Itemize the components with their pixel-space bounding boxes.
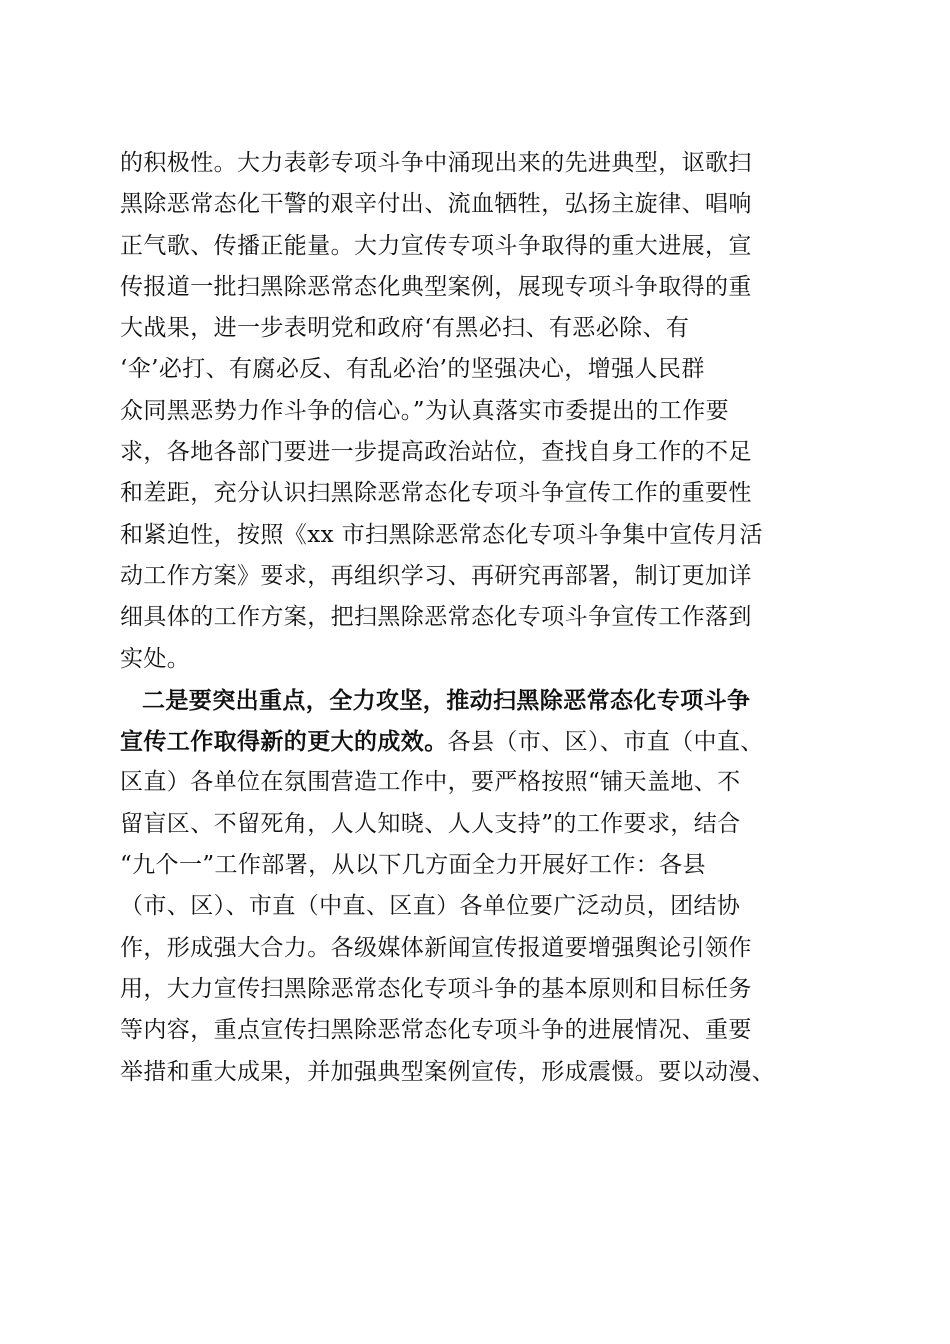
paragraph-1: [120, 143, 835, 680]
text-line: ‘伞’必打、有腐必反、有乱必治’的坚强决心，增强人民群: [120, 356, 705, 383]
text-line: 动工作方案》要求，再组织学习、再研究再部署，制订更加详: [120, 562, 752, 589]
text-line: 和差距，充分认识扫黑除恶常态化专项斗争宣传工作的重要性: [120, 480, 752, 507]
text-line: （市、区）、市直（中直、区直）各单位要广泛动员，团结协: [120, 893, 741, 920]
text-line: 传报道一批扫黑除恶常态化典型案例，展现专项斗争取得的重: [120, 273, 752, 300]
text-line: 用，大力宣传扫黑除恶常态化专项斗争的基本原则和目标任务: [120, 975, 752, 1002]
text-line: 举措和重大成果，并加强典型案例宣传，形成震慑。要以动漫、: [120, 1058, 776, 1085]
text-line: 实处。: [120, 645, 191, 672]
text-line: 作，形成强大合力。各级媒体新闻宣传报道要增强舆论引领作: [120, 934, 752, 961]
text-line: [120, 721, 835, 762]
text-line: 的积极性。大力表彰专项斗争中涌现出来的先进典型，讴歌扫: [120, 150, 752, 176]
text-line: 黑除恶常态化干警的艰辛付出、流血牺牲，弘扬主旋律、唱响: [120, 191, 752, 218]
text-line: 求，各地各部门要进一步提高政治站位，查找自身工作的不足: [120, 439, 752, 466]
text-line: “九个一”工作部署，从以下几方面全力开展好工作：各县: [120, 852, 706, 879]
text-line: 大战果，进一步表明党和政府‘有黑必扫、有恶必除、有: [120, 315, 690, 342]
paragraph-heading: 二是要突出重点，全力攻坚，推动扫黑除恶常态化专项斗争: [142, 686, 751, 714]
text-line-rest: 各县（市、区）、市直（中直、: [447, 729, 764, 756]
body-text: [120, 143, 835, 1093]
text-line: 细具体的工作方案，把扫黑除恶常态化专项斗争宣传工作落到: [120, 604, 752, 631]
text-line: 正气歌、传播正能量。大力宣传专项斗争取得的重大进展，宣: [120, 232, 752, 259]
text-line: 留盲区、不留死角，人人知晓、人人支持”的工作要求，结合: [120, 810, 741, 837]
text-line: 众同黑恶势力作斗争的信心。”为认真落实市委提出的工作要: [120, 397, 730, 424]
text-line: 等内容，重点宣传扫黑除恶常态化专项斗争的进展情况、重要: [120, 1017, 752, 1044]
text-line: 和紧迫性，按照《xx 市扫黑除恶常态化专项斗争集中宣传月活: [120, 521, 763, 548]
paragraph-2: [120, 680, 835, 1093]
paragraph-heading-continued: 宣传工作取得新的更大的成效。: [120, 728, 448, 756]
text-line: 区直）各单位在氛围营造工作中，要严格按照“铺天盖地、不: [120, 769, 741, 796]
